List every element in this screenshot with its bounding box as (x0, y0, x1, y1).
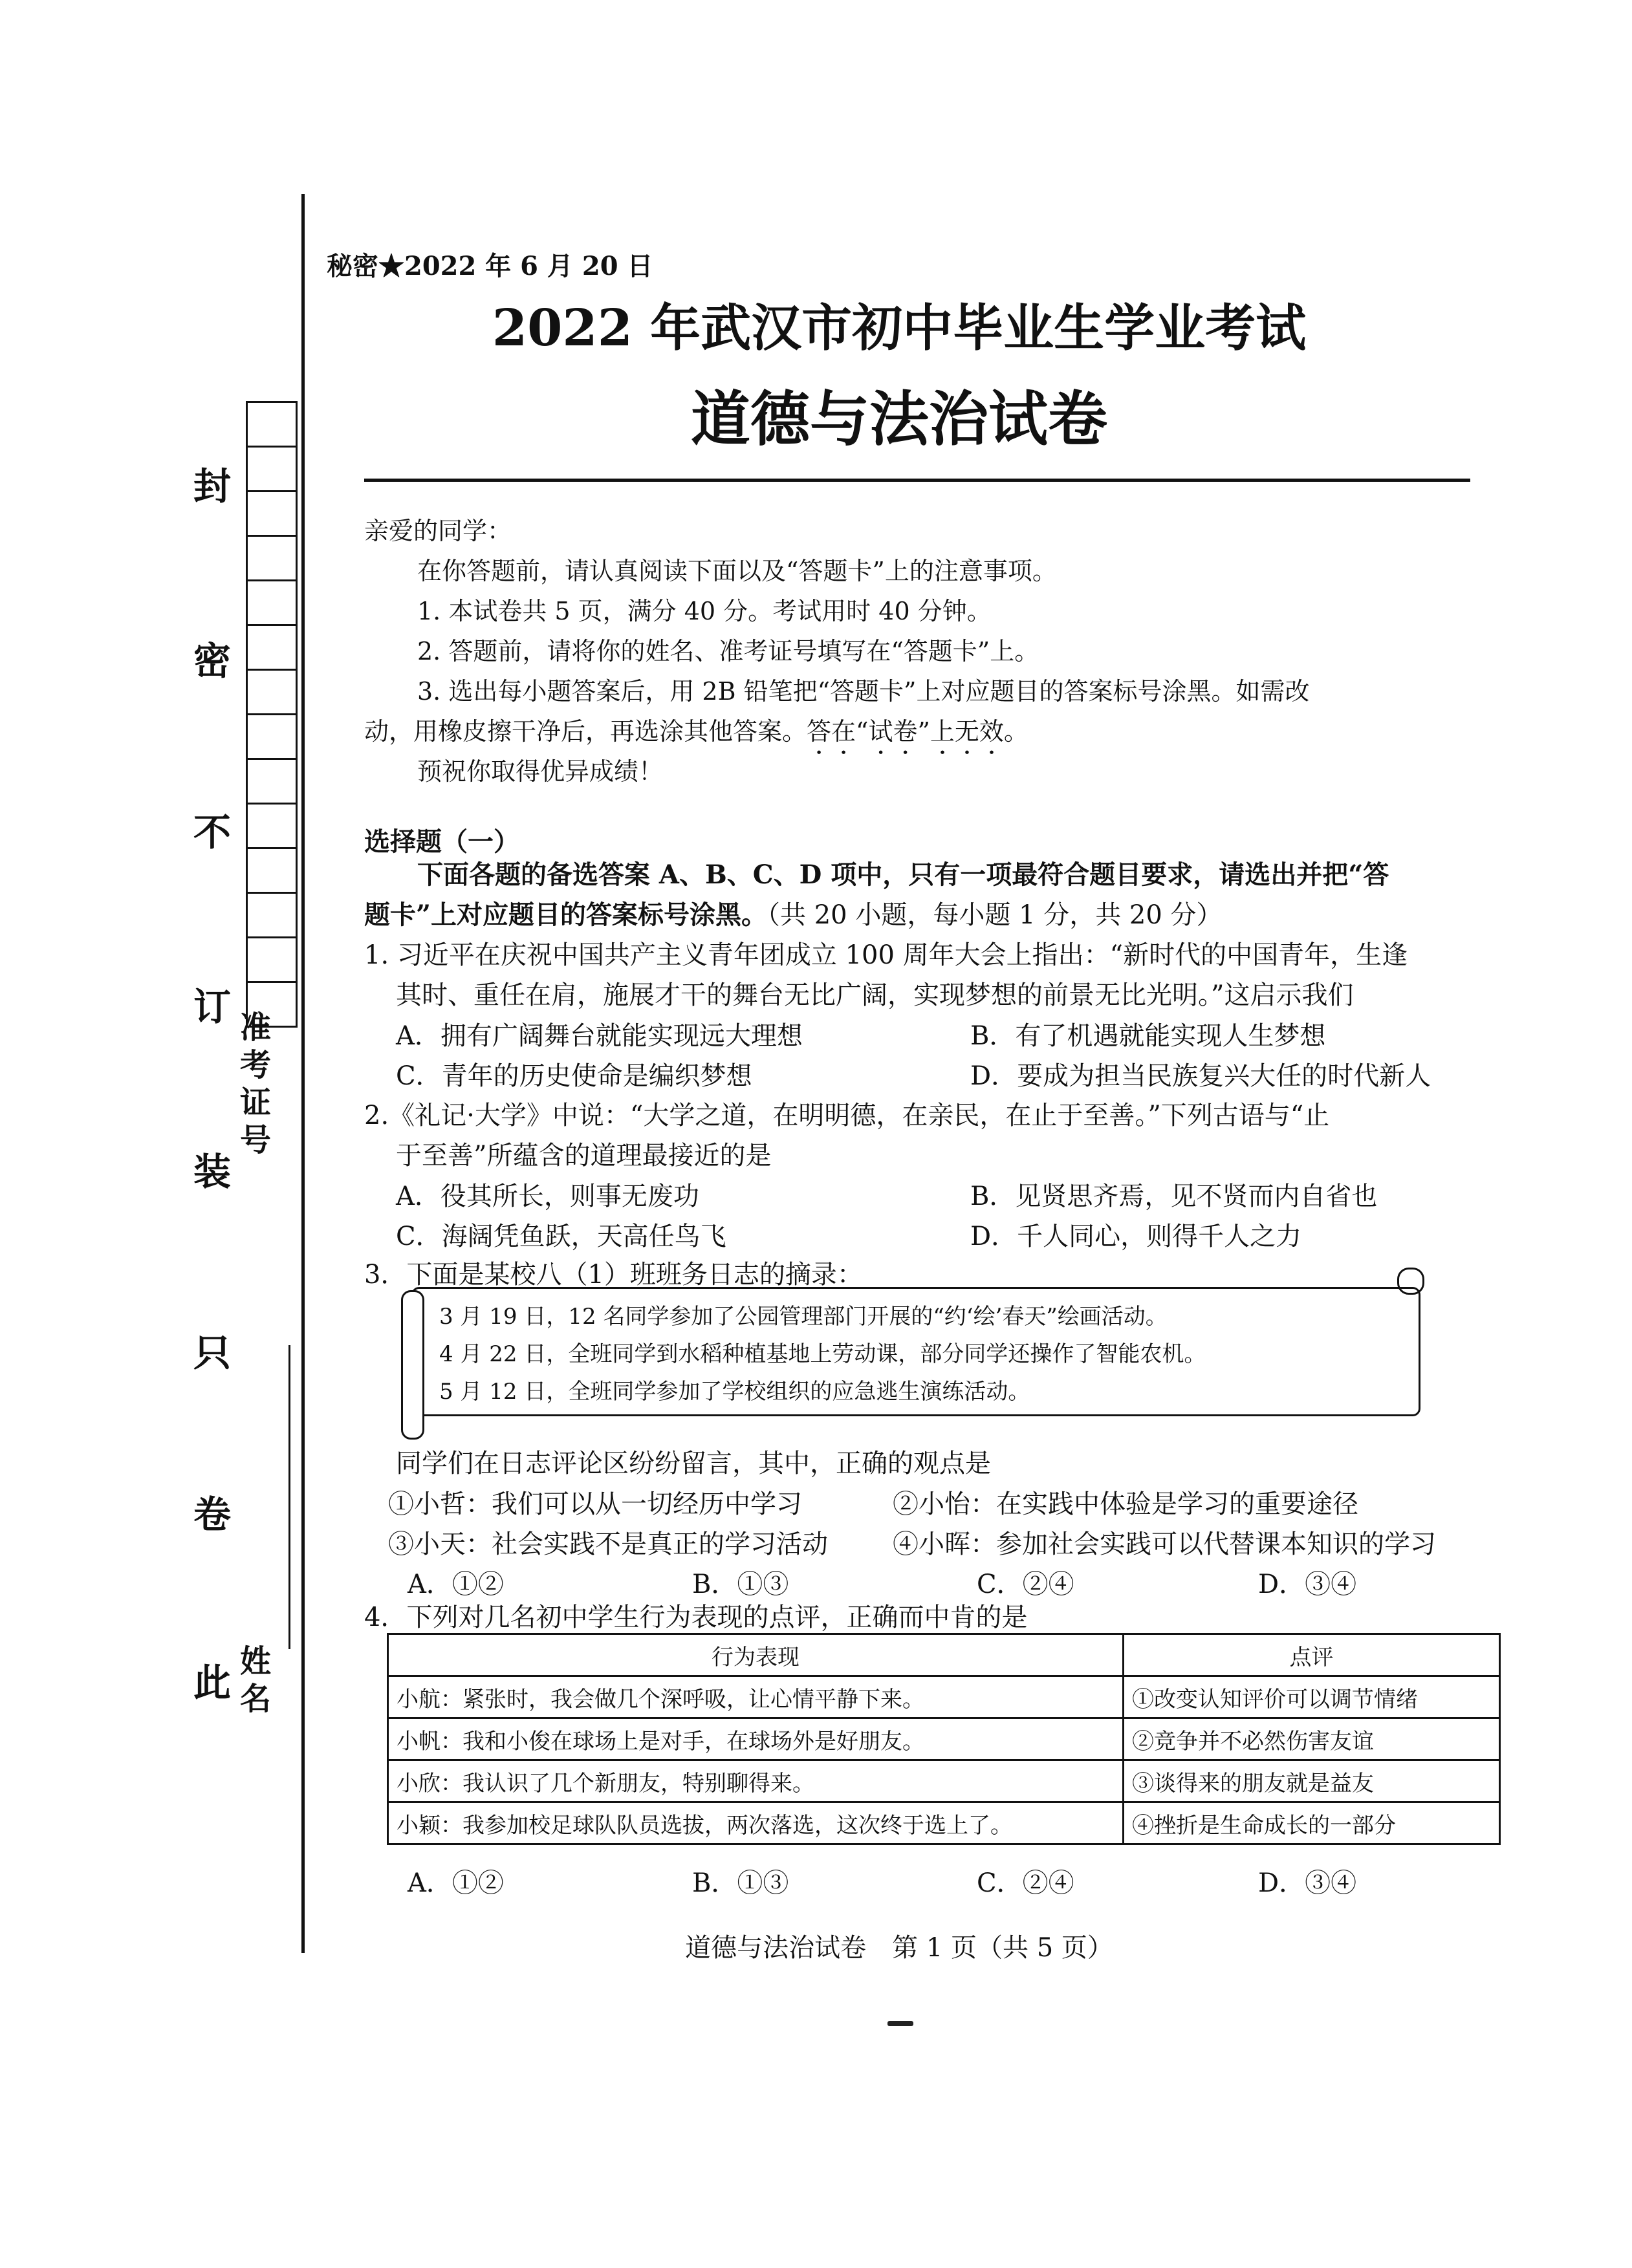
exam-title: 2022 年武汉市初中毕业生学业考试 (492, 299, 1307, 358)
page-footer: 道德与法治试卷 第 1 页（共 5 页） (685, 1933, 1113, 1963)
seal-char: 不 (193, 810, 231, 854)
seal-char: 卷 (193, 1493, 231, 1537)
table-cell: ③谈得来的朋友就是益友 (1124, 1760, 1500, 1802)
exam-number-label: 准考证号 (239, 1010, 271, 1158)
paper-title: 道德与法治试卷 (690, 385, 1107, 454)
question-1-stem-cont: 其时、重任在肩，施展才干的舞台无比广阔，实现梦想的前景无比光明。”这启示我们 (396, 980, 1354, 1010)
notice-wish: 预祝你取得优异成绩！ (417, 757, 664, 786)
question-2-stem-cont: 于至善”所蕴含的道理最接近的是 (396, 1141, 772, 1171)
table-row (388, 1718, 1500, 1760)
q3-option-d: D．③④ (1258, 1570, 1357, 1599)
class-log-box (411, 1287, 1420, 1416)
table-row (388, 1802, 1500, 1844)
table-cell: 小欣：我认识了几个新朋友，特别聊得来。 (388, 1760, 1124, 1802)
notice-intro: 在你答题前，请认真阅读下面以及“答题卡”上的注意事项。 (417, 557, 1057, 585)
log-entry: 4 月 22 日，全班同学到水稻种植基地上劳动课，部分同学还操作了智能农机。 (439, 1341, 1206, 1367)
table-row (388, 1676, 1500, 1718)
table-cell: 小颖：我参加校足球队队员选拔，两次落选，这次终于选上了。 (388, 1802, 1124, 1844)
log-entry: 5 月 12 日，全班同学参加了学校组织的应急逃生演练活动。 (439, 1379, 1030, 1405)
q1-option-c: C．青年的历史使命是编织梦想 (396, 1061, 752, 1091)
secret-date: 秘密★2022 年 6 月 20 日 (327, 251, 653, 281)
q2-option-d: D．千人同心，则得千人之力 (970, 1222, 1302, 1251)
log-entry: 3 月 19 日，12 名同学参加了公园管理部门开展的“约‘绘’春天”绘画活动。 (439, 1304, 1168, 1330)
table-cell: 小帆：我和小俊在球场上是对手，在球场外是好朋友。 (388, 1718, 1124, 1760)
table-header: 行为表现 (388, 1634, 1124, 1676)
seal-char: 此 (193, 1661, 231, 1705)
question-2-stem: 2.《礼记·大学》中说：“大学之道，在明明德，在亲民，在止于至善。”下列古语与“止 (364, 1101, 1330, 1130)
q2-option-a: A．役其所长，则事无废功 (396, 1182, 699, 1211)
instruction-bold: 题卡”上对应题目的答案标号涂黑。 (364, 900, 768, 930)
section-instruction: 下面各题的备选答案 A、B、C、D 项中，只有一项最符合题目要求，请选出并把“答 (417, 859, 1389, 890)
seal-char: 密 (193, 639, 231, 683)
q3-statement-2: ②小怡：在实践中体验是学习的重要途径 (893, 1489, 1358, 1519)
scroll-roll-left (401, 1290, 424, 1440)
q3-statement-4: ④小晖：参加社会实践可以代替课本知识的学习 (893, 1529, 1436, 1559)
seal-char: 订 (193, 985, 231, 1029)
q3-option-b: B．①③ (692, 1570, 789, 1599)
table-cell: ④挫折是生命成长的一部分 (1124, 1802, 1500, 1844)
exam-number-boxes[interactable] (246, 401, 298, 1028)
q3-option-c: C．②④ (977, 1570, 1074, 1599)
question-3-after: 同学们在日志评论区纷纷留言，其中，正确的观点是 (396, 1449, 991, 1478)
table-header-row (388, 1634, 1500, 1676)
q1-option-a: A．拥有广阔舞台就能实现远大理想 (396, 1021, 803, 1051)
table-header: 点评 (1124, 1634, 1500, 1676)
q4-option-b: B．①③ (692, 1868, 789, 1898)
notice-item: 3. 选出每小题答案后，用 2B 铅笔把“答题卡”上对应题目的答案标号涂黑。如需改 (417, 677, 1310, 706)
seal-char: 只 (193, 1331, 231, 1375)
q4-option-c: C．②④ (977, 1868, 1074, 1898)
q4-option-a: A．①② (408, 1868, 504, 1898)
q3-statement-1: ①小哲：我们可以从一切经历中学习 (388, 1489, 802, 1519)
table-cell: 小航：紧张时，我会做几个深呼吸，让心情平静下来。 (388, 1676, 1124, 1718)
notice-text: 动，用橡皮擦干净后，再选涂其他答案。 (364, 717, 807, 746)
question-1-stem: 1. 习近平在庆祝中国共产主义青年团成立 100 周年大会上指出：“新时代的中国青年，生逢 (364, 940, 1408, 970)
q1-option-d: D．要成为担当民族复兴大任的时代新人 (970, 1061, 1431, 1091)
section-instruction-cont (364, 895, 1223, 935)
q3-option-a: A．①② (408, 1570, 504, 1599)
q3-statement-3: ③小天：社会实践不是真正的学习活动 (388, 1529, 828, 1559)
q2-option-b: B．见贤思齐焉，见不贤而内自省也 (970, 1182, 1378, 1211)
q2-option-c: C．海阔凭鱼跃，天高任鸟飞 (396, 1222, 726, 1251)
section-title: 选择题（一） (364, 826, 519, 857)
table-row (388, 1760, 1500, 1802)
name-label: 姓名 (239, 1643, 271, 1717)
seal-char: 装 (193, 1150, 231, 1194)
table-cell: ②竞争并不必然伤害友谊 (1124, 1718, 1500, 1760)
scan-mark (887, 2021, 913, 2026)
name-write-line[interactable] (288, 1345, 290, 1649)
question-4-stem: 4．下列对几名初中学生行为表现的点评，正确而中肯的是 (364, 1603, 1028, 1632)
notice-item: 2. 答题前，请将你的姓名、准考证号填写在“答题卡”上。 (417, 637, 1039, 665)
question-3-stem: 3．下面是某校八（1）班班务日志的摘录： (364, 1260, 863, 1290)
instruction-normal: （共 20 小题，每小题 1 分，共 20 分） (767, 900, 1223, 930)
title-divider (364, 479, 1470, 482)
table-cell: ①改变认知评价可以调节情绪 (1124, 1676, 1500, 1718)
notice-item: 1. 本试卷共 5 页，满分 40 分。考试用时 40 分钟。 (417, 597, 992, 625)
behavior-table (387, 1633, 1501, 1845)
notice-emphasis: 答在“试卷”上无效。 (807, 717, 1028, 746)
notice-greeting: 亲爱的同学： (364, 517, 512, 545)
q4-option-d: D．③④ (1258, 1868, 1357, 1898)
q1-option-b: B．有了机遇就能实现人生梦想 (970, 1021, 1326, 1051)
binding-line (301, 194, 305, 1953)
seal-char: 封 (193, 464, 231, 508)
